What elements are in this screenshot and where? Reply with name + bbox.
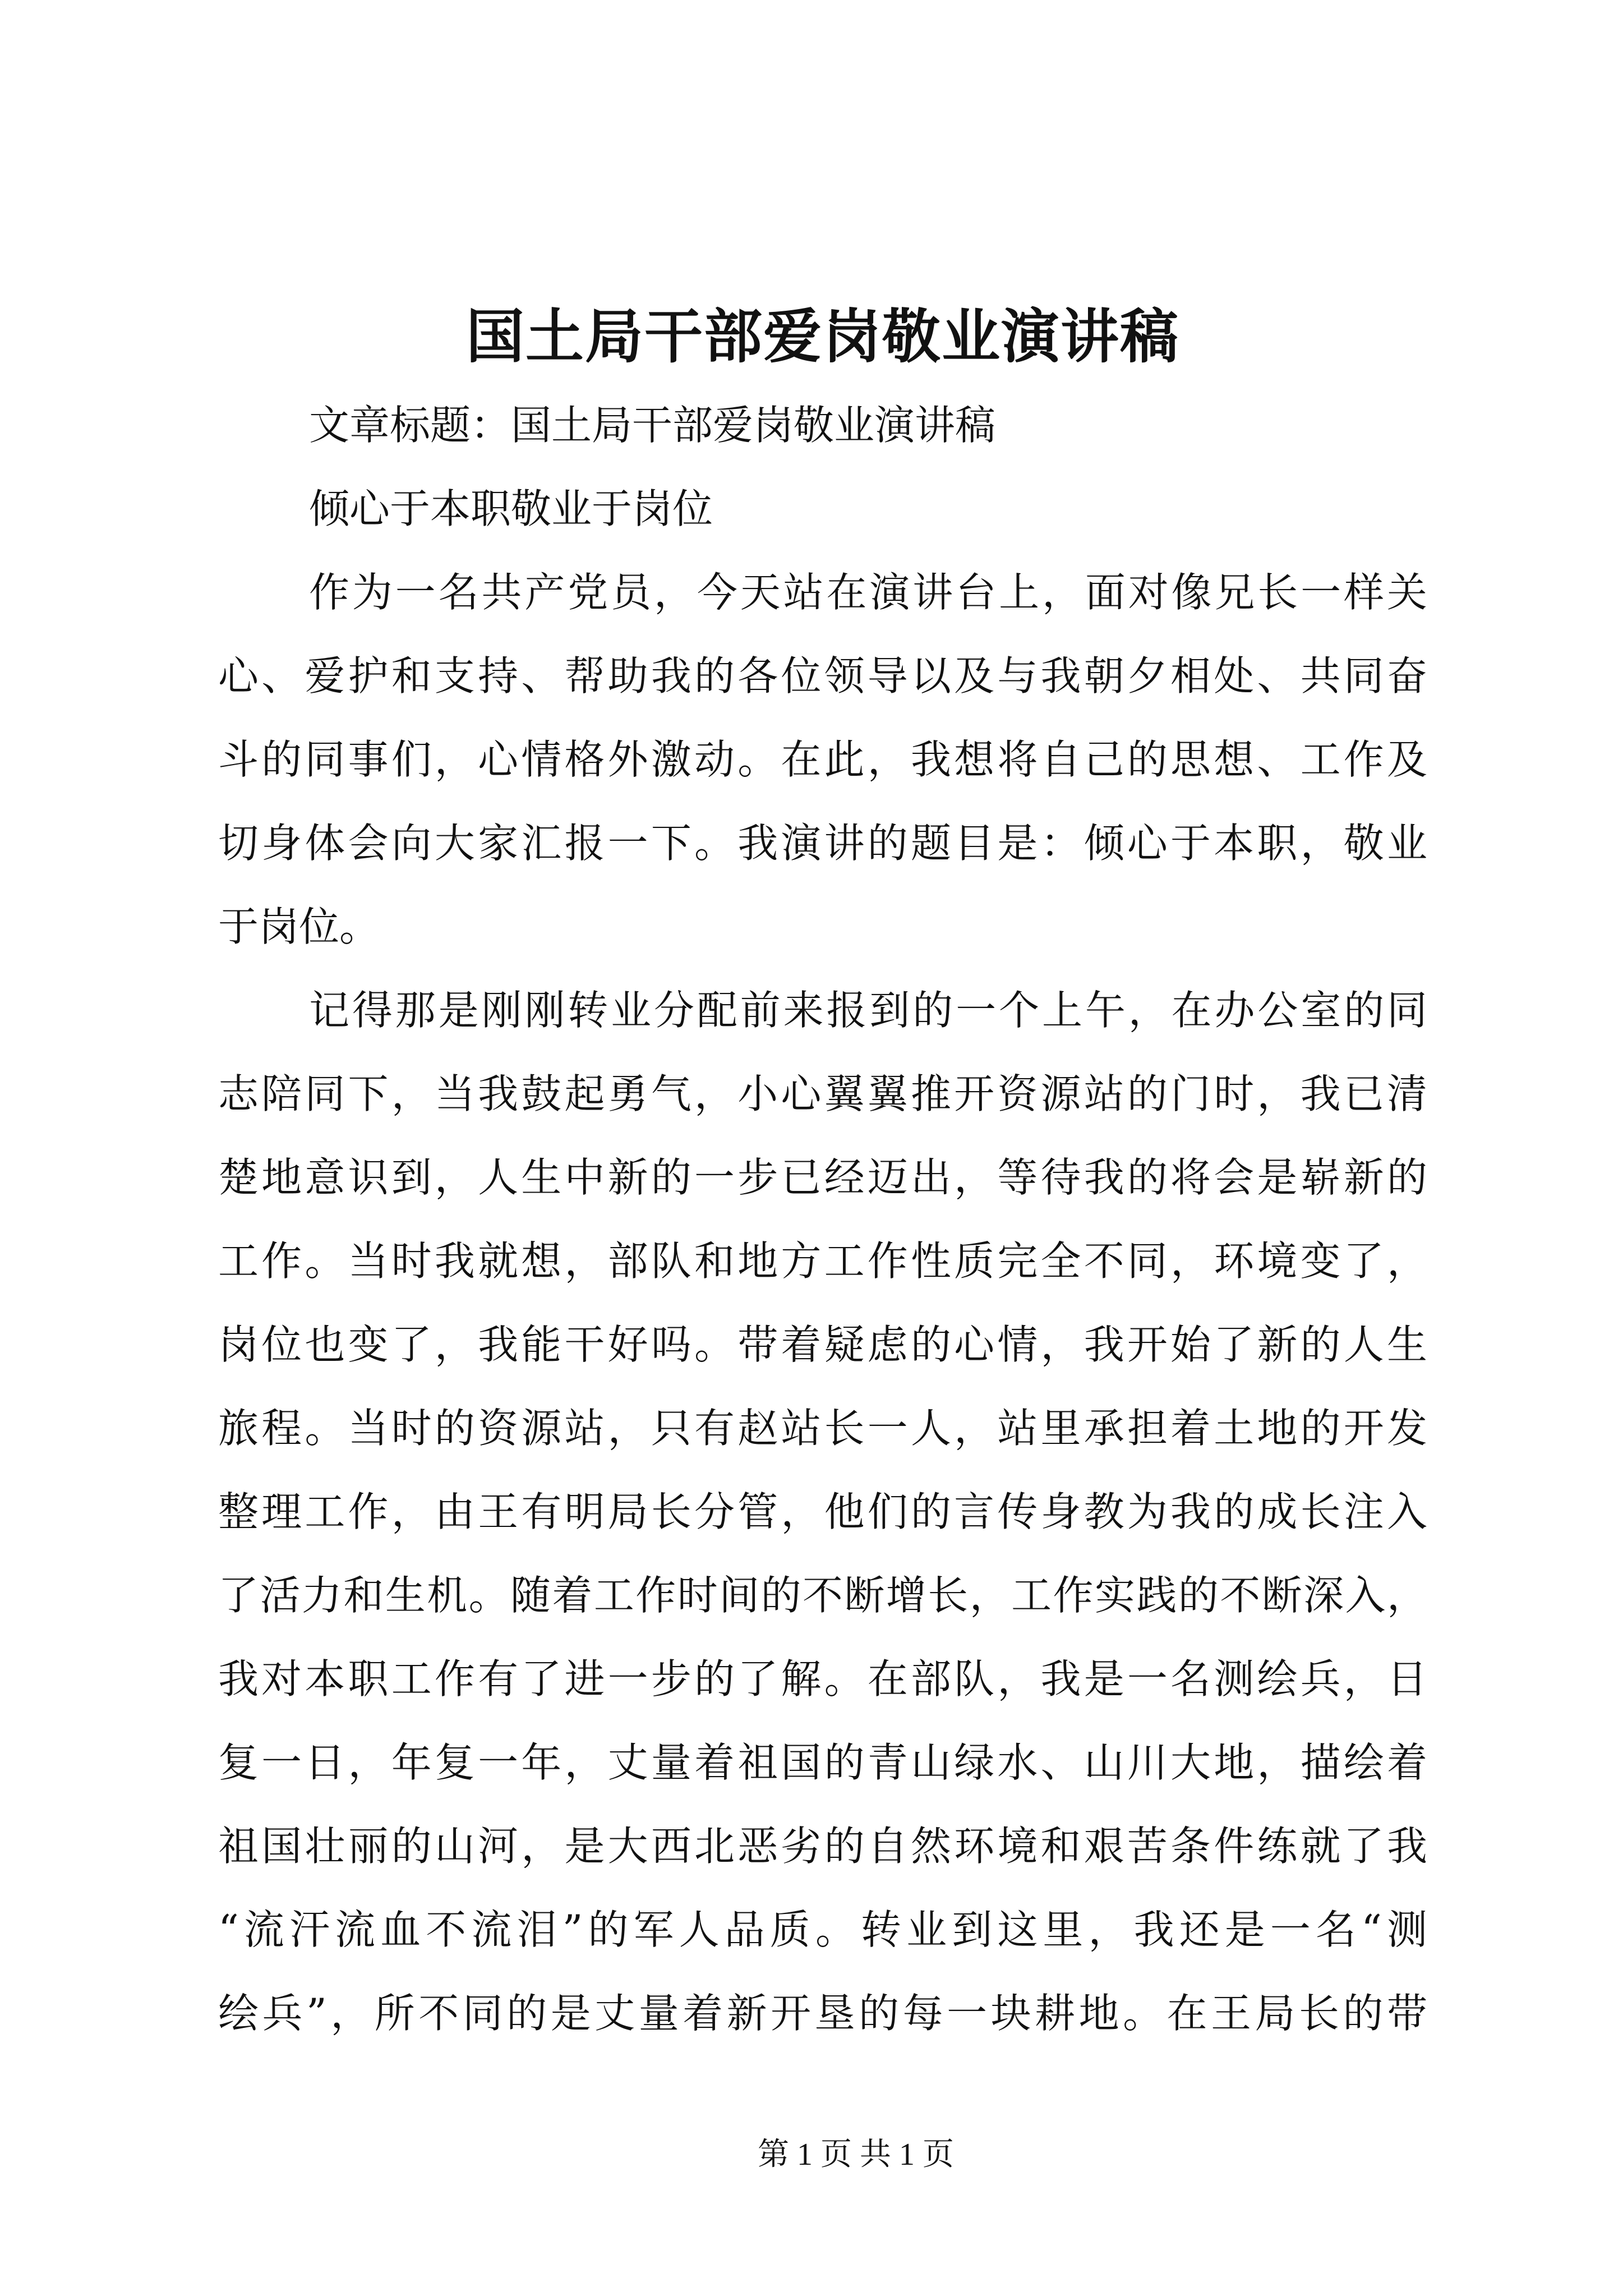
document-body <box>218 384 1427 2055</box>
body-line: 记得那是刚刚转业分配前来报到的一个上午，在办公室的同 <box>309 987 1427 1034</box>
body-line: 斗的同事们，心情格外激动。在此，我想将自己的思想、工作及 <box>218 736 1427 783</box>
body-line: 整理工作，由王有明局长分管，他们的言传身教为我的成长注入 <box>218 1488 1427 1535</box>
body-line: 我对本职工作有了进一步的了解。在部队，我是一名测绘兵，日 <box>218 1655 1427 1703</box>
body-line: 绘兵”，所不同的是丈量着新开垦的每一块耕地。在王局长的带 <box>218 1990 1427 2037</box>
body-line: 文章标题：国土局干部爱岗敬业演讲稿 <box>309 402 996 449</box>
body-line: 楚地意识到，人生中新的一步已经迈出，等待我的将会是崭新的 <box>218 1154 1427 1201</box>
body-line: 了活力和生机。随着工作时间的不断增长，工作实践的不断深入， <box>218 1572 1427 1619</box>
body-line: 复一日，年复一年，丈量着祖国的青山绿水、山川大地，描绘着 <box>218 1739 1427 1786</box>
page-footer: 第 1 页 共 1 页 <box>758 2137 954 2172</box>
body-line: 祖国壮丽的山河，是大西北恶劣的自然环境和艰苦条件练就了我 <box>218 1823 1427 1870</box>
body-line: 倾心于本职敬业于岗位 <box>309 485 713 532</box>
body-line: 心、爱护和支持、帮助我的各位领导以及与我朝夕相处、共同奋 <box>218 652 1427 700</box>
body-line: 旅程。当时的资源站，只有赵站长一人，站里承担着土地的开发 <box>218 1405 1427 1452</box>
body-line: 岗位也变了，我能干好吗。带着疑虑的心情，我开始了新的人生 <box>218 1321 1427 1368</box>
document-title: 国土局干部爱岗敬业演讲稿 <box>465 302 1179 371</box>
body-line: 志陪同下，当我鼓起勇气，小心翼翼推开资源站的门时，我已清 <box>218 1070 1427 1117</box>
body-line: “流汗流血不流泪”的军人品质。转业到这里，我还是一名“测 <box>218 1906 1427 1953</box>
body-line: 作为一名共产党员，今天站在演讲台上，面对像兄长一样关 <box>309 569 1427 616</box>
body-line: 切身体会向大家汇报一下。我演讲的题目是：倾心于本职，敬业 <box>218 820 1427 867</box>
body-line: 于岗位。 <box>218 903 380 950</box>
body-line: 工作。当时我就想，部队和地方工作性质完全不同，环境变了， <box>218 1237 1427 1285</box>
